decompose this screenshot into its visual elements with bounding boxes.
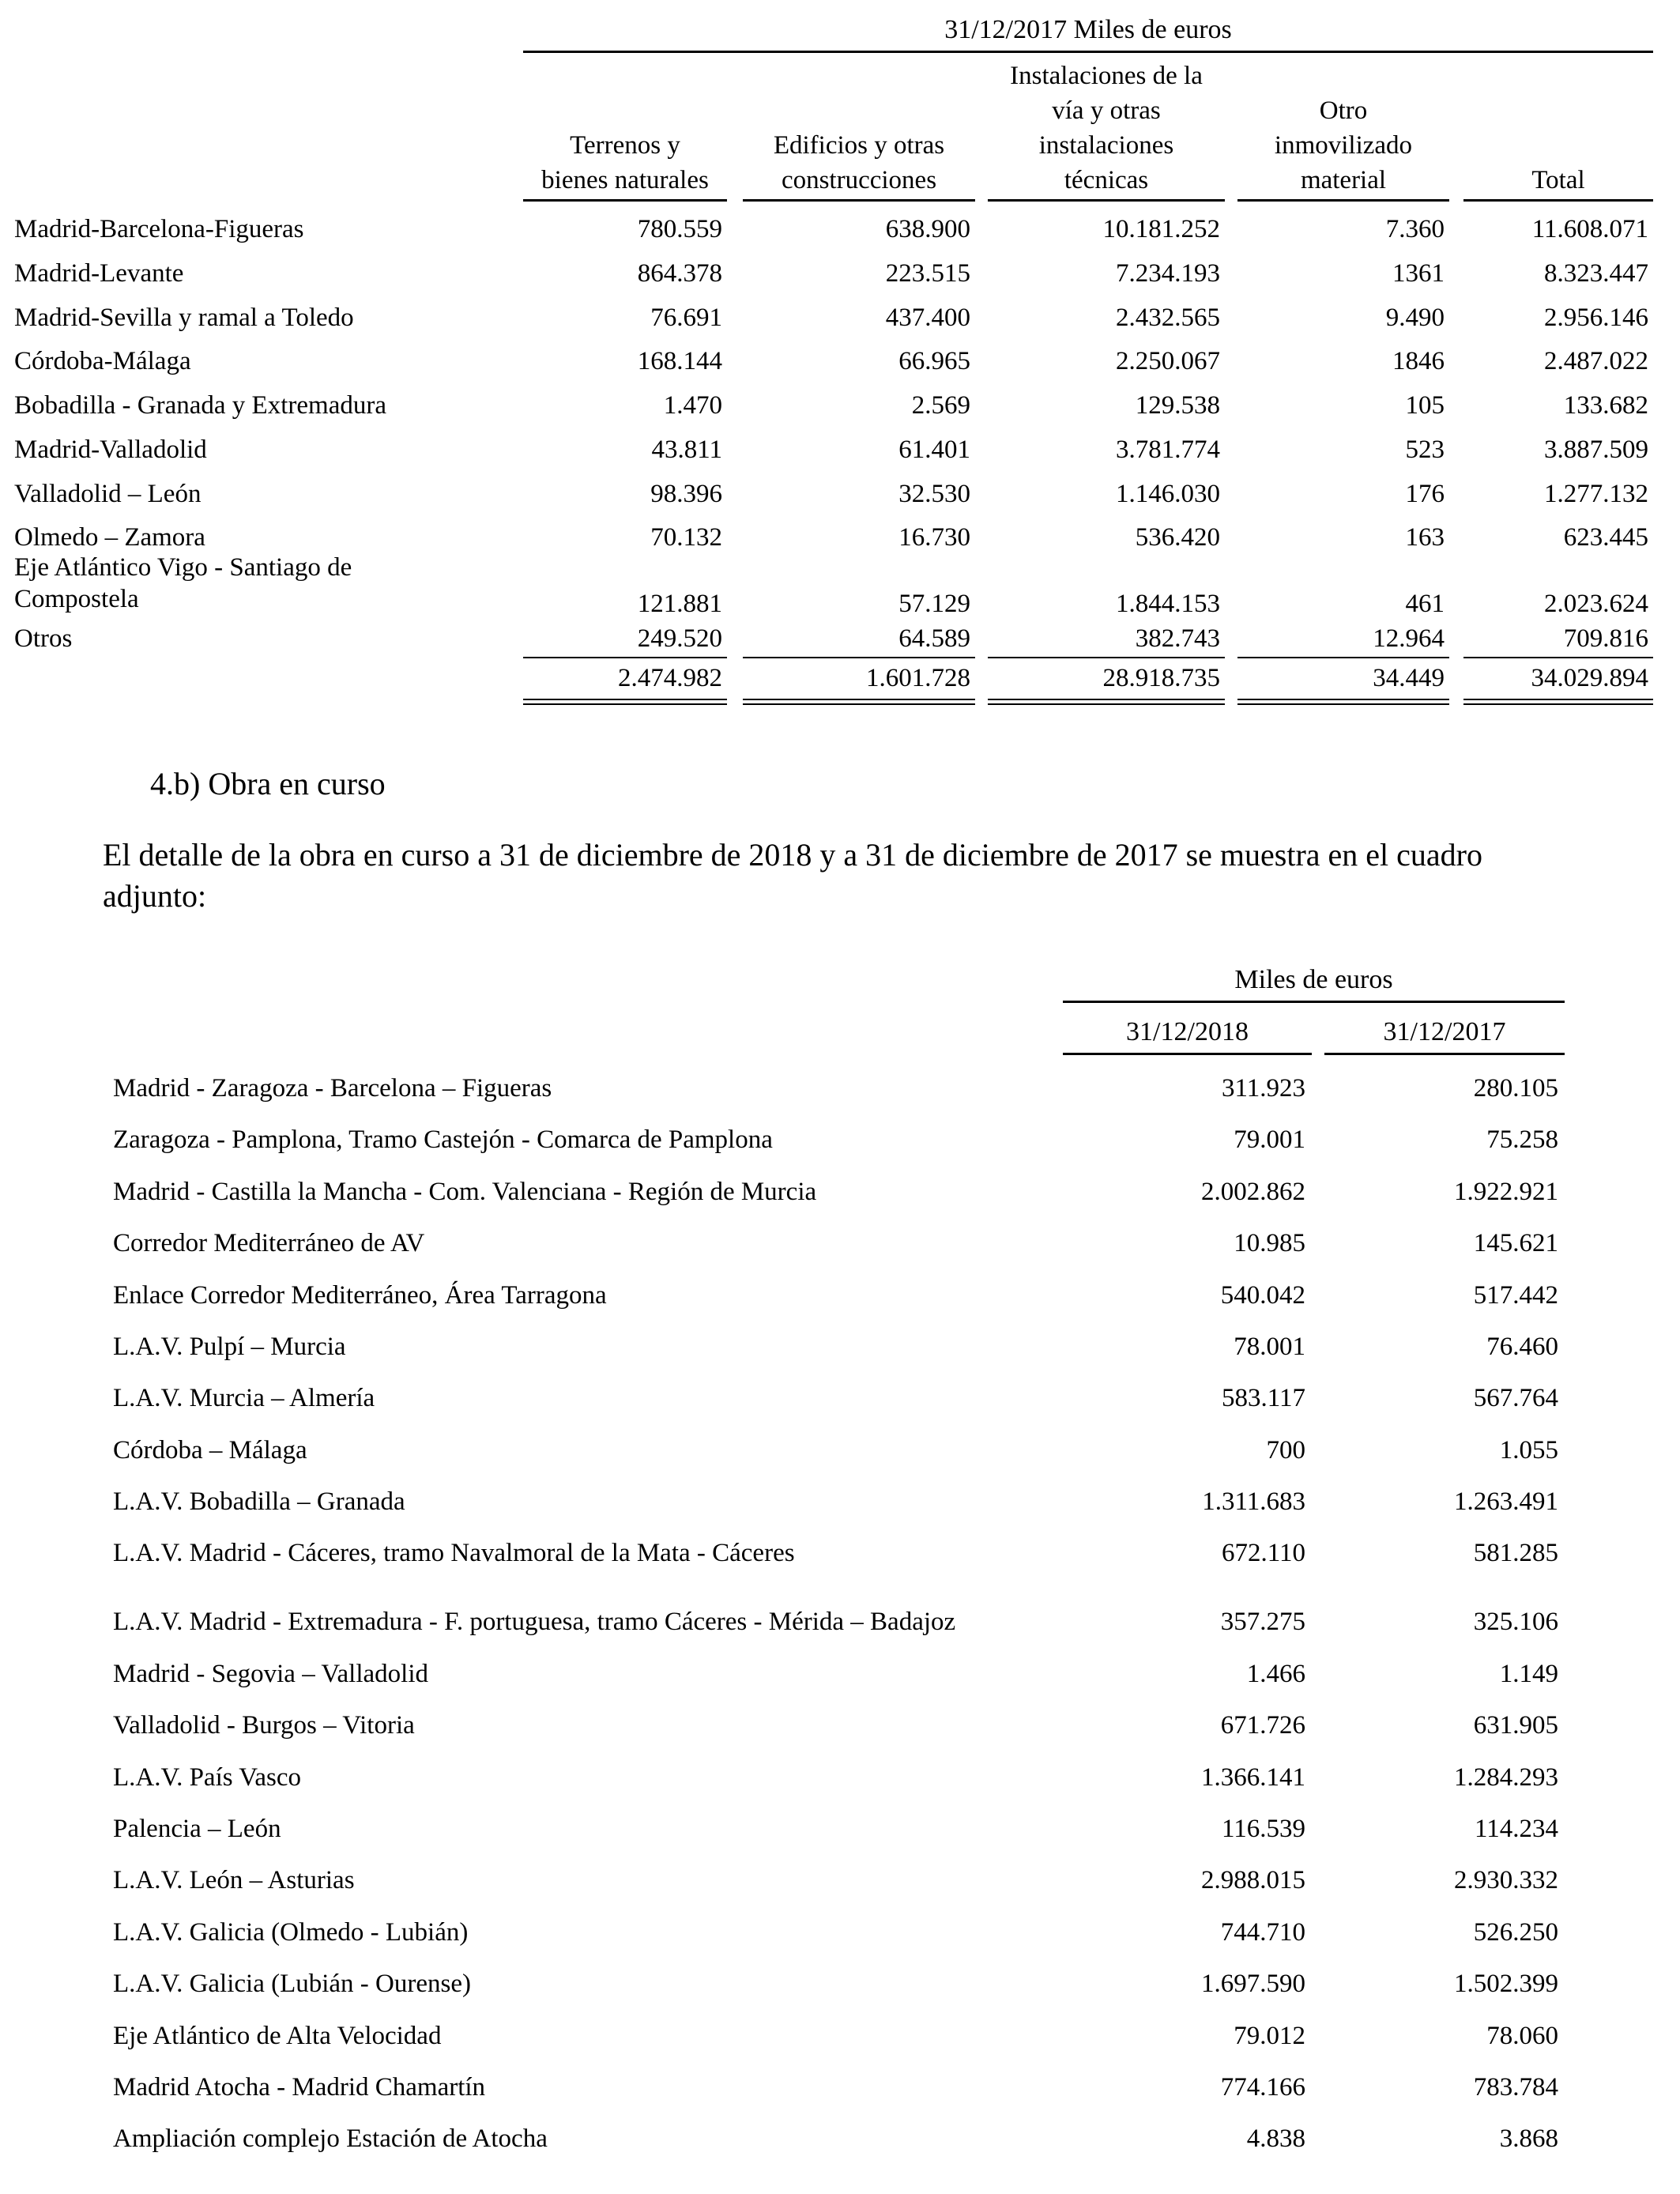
- table2-row: [0, 1759, 1680, 1796]
- table1-cell: 168.144: [637, 347, 722, 375]
- table2-cell: 4.838: [1246, 2124, 1305, 2153]
- table1-row: [0, 256, 1680, 291]
- table2-column-header-rule: [1324, 1053, 1565, 1055]
- table2-row: [0, 1380, 1680, 1416]
- table2-cell: 671.726: [1220, 1711, 1305, 1740]
- table2-cell: 79.012: [1234, 2022, 1305, 2050]
- table1-cell: 1.844.153: [1116, 590, 1220, 618]
- table2-row: [0, 1277, 1680, 1314]
- table1-cell: 133.682: [1563, 391, 1648, 420]
- table2-row: [0, 1432, 1680, 1468]
- table2-cell: 1.055: [1499, 1436, 1558, 1465]
- table1-total-double-rule: [1463, 699, 1653, 705]
- table1-column-5: [1463, 55, 1653, 198]
- table1-cell: 780.559: [637, 215, 722, 243]
- table1-cell: 437.400: [885, 303, 970, 332]
- table1-column-3: [988, 55, 1225, 198]
- table2-row: [0, 1329, 1680, 1365]
- table1-cell: 66.965: [898, 347, 970, 375]
- section-title: 4.b) Obra en curso: [150, 766, 386, 801]
- table1-row-label: Olmedo – Zamora: [14, 523, 205, 552]
- table1-row: [0, 552, 1680, 621]
- table2-row: [0, 1862, 1680, 1898]
- table1-subtotal-rule: [988, 657, 1225, 658]
- table1-total-cell: 34.029.894: [1531, 664, 1648, 692]
- table1-cell: 2.487.022: [1544, 347, 1648, 375]
- table2-cell: 1.284.293: [1454, 1763, 1558, 1792]
- table1-cell: 1846: [1392, 347, 1445, 375]
- table2-row-label: L.A.V. Galicia (Lubián - Ourense): [113, 1970, 471, 1998]
- table2-cell: 672.110: [1221, 1539, 1305, 1567]
- table1-column-header-line: técnicas: [1064, 166, 1149, 194]
- table2-cell: 280.105: [1473, 1074, 1558, 1103]
- table1-column-header: [1237, 93, 1449, 198]
- table1-total-cell: 1.601.728: [866, 664, 970, 692]
- table1-cell: 129.538: [1135, 391, 1220, 420]
- table1-column-header-line: inmovilizado: [1274, 131, 1413, 160]
- table1-cell: 10.181.252: [1102, 215, 1220, 243]
- table1-cell: 2.432.565: [1116, 303, 1220, 332]
- table1-cell: 176: [1405, 480, 1445, 508]
- table1-column-header-line: instalaciones: [1038, 131, 1174, 160]
- table1-row: [0, 477, 1680, 511]
- table1-row-label: Madrid-Valladolid: [14, 435, 207, 464]
- table1-cell: 623.445: [1563, 523, 1648, 552]
- table1-subtotal-rule: [1237, 657, 1449, 658]
- table2-cell: 10.985: [1234, 1229, 1305, 1257]
- table2-column-header: 31/12/2018: [1126, 1017, 1249, 1046]
- table2-cell: 1.366.141: [1201, 1763, 1305, 1792]
- table1-cell: 382.743: [1135, 624, 1220, 653]
- table1-total-cell: 28.918.735: [1102, 664, 1220, 692]
- table1-cell: 11.608.071: [1531, 215, 1648, 243]
- table2-row-label: L.A.V. País Vasco: [113, 1763, 302, 1792]
- table1-cell: 1361: [1392, 259, 1445, 288]
- table2-cell: 540.042: [1220, 1281, 1305, 1310]
- table1-cell: 3.781.774: [1116, 435, 1220, 464]
- table2-row-label: Palencia – León: [113, 1815, 281, 1843]
- table2-row: [0, 1604, 1680, 1640]
- table2-cell: 76.460: [1486, 1333, 1558, 1361]
- table1-column-header: [523, 128, 727, 198]
- table1-cell: 12.964: [1373, 624, 1445, 653]
- table1-row-label: Eje Atlántico Vigo - Santiago de Compostela: [14, 553, 352, 613]
- table2-column-header-rule: [1063, 1053, 1312, 1055]
- table1-cell: 64.589: [898, 624, 970, 653]
- table1-cell: 105: [1405, 391, 1445, 420]
- table1-cell: 2.956.146: [1544, 303, 1648, 332]
- table1-cell: 3.887.509: [1544, 435, 1648, 464]
- table2-row-label: Eje Atlántico de Alta Velocidad: [113, 2022, 442, 2050]
- table1-column-header: [988, 58, 1225, 198]
- table1-column-header-rule: [1463, 199, 1653, 202]
- table1-row-label: Madrid-Sevilla y ramal a Toledo: [14, 303, 354, 332]
- table2-cell: 78.060: [1486, 2022, 1558, 2050]
- table1-column-header-line: Terrenos y: [570, 131, 680, 160]
- table2-row: [0, 1225, 1680, 1261]
- table2-row: [0, 1122, 1680, 1158]
- table2-row-label: Madrid - Segovia – Valladolid: [113, 1660, 428, 1688]
- table2-cell: 581.285: [1473, 1539, 1558, 1567]
- table1-cell: 8.323.447: [1544, 259, 1648, 288]
- table1-row: [0, 388, 1680, 423]
- table2-row: [0, 1966, 1680, 2002]
- table2-cell: 700: [1266, 1436, 1305, 1465]
- table1-cell: 61.401: [898, 435, 970, 464]
- table1-cell: 709.816: [1563, 624, 1648, 653]
- table1-column-header-line: construcciones: [781, 166, 937, 194]
- table1-column-header-rule: [988, 199, 1225, 202]
- table2-cell: 325.106: [1473, 1608, 1558, 1636]
- table2-row: [0, 1914, 1680, 1951]
- table1-row: [0, 621, 1680, 656]
- table2-row: [0, 1656, 1680, 1692]
- table1-cell: 536.420: [1135, 523, 1220, 552]
- table2-row: [0, 1707, 1680, 1744]
- table2-row-label: L.A.V. Madrid - Cáceres, tramo Navalmoral de la Mata - Cáceres: [113, 1539, 795, 1567]
- table1-cell: 43.811: [651, 435, 722, 464]
- table2-cell: 78.001: [1234, 1333, 1305, 1361]
- table1-row: [0, 300, 1680, 335]
- table1-cell: 461: [1405, 590, 1445, 618]
- table2-cell: 75.258: [1486, 1125, 1558, 1154]
- table1-column-header-line: Instalaciones de la: [1010, 62, 1203, 90]
- table2-cell: 357.275: [1220, 1608, 1305, 1636]
- table2-row-label: Corredor Mediterráneo de AV: [113, 1229, 425, 1257]
- table1-row-label: Valladolid – León: [14, 480, 202, 508]
- table2-row: [0, 1070, 1680, 1106]
- table2-cell: 744.710: [1220, 1918, 1305, 1947]
- table1-total-double-rule: [1237, 699, 1449, 705]
- intro-paragraph: El detalle de la obra en curso a 31 de diciembre de 2018 y a 31 de diciembre de 2017 se muestra en el cuadro adjunto:: [103, 837, 1482, 914]
- table2-row: [0, 1483, 1680, 1520]
- table2-cell: 2.002.862: [1201, 1178, 1305, 1206]
- table1-row-label: Córdoba-Málaga: [14, 347, 191, 375]
- table2-cell: 1.697.590: [1201, 1970, 1305, 1998]
- table2-row: [0, 1811, 1680, 1847]
- table1-total-double-rule: [743, 699, 975, 705]
- table2-cell: 3.868: [1499, 2124, 1558, 2153]
- table2-column-header: 31/12/2017: [1383, 1017, 1506, 1046]
- table1-cell: 76.691: [650, 303, 722, 332]
- table1-cell: 638.900: [885, 215, 970, 243]
- table2-cell: 1.263.491: [1454, 1487, 1558, 1516]
- table1-subtotal-rule: [743, 657, 975, 658]
- table1-column-header-line: material: [1300, 166, 1387, 194]
- table2-cell: 116.539: [1221, 1815, 1305, 1843]
- table2-cell: 526.250: [1473, 1918, 1558, 1947]
- table1-cell: 16.730: [898, 523, 970, 552]
- table1-row: [0, 432, 1680, 467]
- table1-column-header: [743, 128, 975, 198]
- table1-cell: 98.396: [650, 480, 722, 508]
- table2-row-label: Valladolid - Burgos – Vitoria: [113, 1711, 415, 1740]
- table2-row: [0, 2120, 1680, 2157]
- table1-total-double-rule: [523, 699, 727, 705]
- table1-cell: 57.129: [898, 590, 970, 618]
- table2-cell: 2.930.332: [1454, 1866, 1558, 1894]
- table1-column-header-rule: [1237, 199, 1449, 202]
- table1-column-header: [1463, 163, 1653, 198]
- table1-cell: 2.569: [911, 391, 970, 420]
- table2-cell: 145.621: [1473, 1229, 1558, 1257]
- table1-row: [0, 344, 1680, 379]
- table2-cell: 114.234: [1474, 1815, 1558, 1843]
- table1-cell: 2.250.067: [1116, 347, 1220, 375]
- table2-row-label: Córdoba – Málaga: [113, 1436, 307, 1465]
- table1-cell: 1.470: [663, 391, 722, 420]
- table2-cell: 79.001: [1234, 1125, 1305, 1154]
- table1-cell: 249.520: [637, 624, 722, 653]
- table2-cell: 1.149: [1499, 1660, 1558, 1688]
- table2-row-label: Madrid Atocha - Madrid Chamartín: [113, 2073, 486, 2102]
- table1-row-label: Otros: [14, 624, 73, 653]
- table1-row-label: Bobadilla - Granada y Extremadura: [14, 391, 386, 420]
- table2-row: [0, 1535, 1680, 1571]
- table1-cell: 223.515: [885, 259, 970, 288]
- table2-cell: 631.905: [1473, 1711, 1558, 1740]
- table2-row: [0, 1174, 1680, 1210]
- table1-column-header-line: Total: [1531, 166, 1585, 194]
- table2-row: [0, 2018, 1680, 2054]
- table1-cell: 2.023.624: [1544, 590, 1648, 618]
- table1-cell: 523: [1405, 435, 1445, 464]
- table1-row-label: Madrid-Barcelona-Figueras: [14, 215, 304, 243]
- table1-column-header-line: vía y otras: [1052, 96, 1161, 125]
- table1-total-double-rule: [988, 699, 1225, 705]
- table1-subtotal-rule: [1463, 657, 1653, 658]
- table2-row-label: L.A.V. Madrid - Extremadura - F. portuguesa, tramo Cáceres - Mérida – Badajoz: [113, 1608, 956, 1636]
- table2-cell: 1.311.683: [1202, 1487, 1305, 1516]
- table1-cell: 163: [1405, 523, 1445, 552]
- table1-column-header-line: Edificios y otras: [773, 131, 945, 160]
- table1-column-2: [743, 55, 975, 198]
- table1-row: [0, 212, 1680, 247]
- table2-cell: 774.166: [1220, 2073, 1305, 2102]
- table2-cell: 783.784: [1473, 2073, 1558, 2102]
- table2-cell: 311.923: [1221, 1074, 1305, 1103]
- table2-row-label: Enlace Corredor Mediterráneo, Área Tarragona: [113, 1281, 607, 1310]
- table1-cell: 1.146.030: [1116, 480, 1220, 508]
- table1-cell: 7.234.193: [1116, 259, 1220, 288]
- table1-column-1: [523, 55, 727, 198]
- table1-cell: 7.360: [1385, 215, 1445, 243]
- table1-column-4: [1237, 55, 1449, 198]
- table2-row-label: L.A.V. Pulpí – Murcia: [113, 1333, 346, 1361]
- table1-subtotal-rule: [523, 657, 727, 658]
- table1-cell: 70.132: [650, 523, 722, 552]
- table1-totals-row: [0, 661, 1680, 696]
- table2-cell: 1.466: [1246, 1660, 1305, 1688]
- table2-cell: 583.117: [1221, 1384, 1305, 1412]
- table1-cell: 121.881: [637, 590, 722, 618]
- table1-column-header-line: Otro: [1319, 96, 1368, 125]
- table2-row-label: L.A.V. Galicia (Olmedo - Lubián): [113, 1918, 469, 1947]
- table1-cell: 9.490: [1385, 303, 1445, 332]
- table2-cell: 517.442: [1473, 1281, 1558, 1310]
- table2-row: [0, 2069, 1680, 2105]
- table1-row-label: Madrid-Levante: [14, 259, 184, 288]
- table2-cell: 567.764: [1473, 1384, 1558, 1412]
- table1-total-cell: 2.474.982: [618, 664, 722, 692]
- table2-super-header: Miles de euros: [1234, 965, 1393, 994]
- table2-row-label: L.A.V. León – Asturias: [113, 1866, 355, 1894]
- table1-cell: 1.277.132: [1544, 480, 1648, 508]
- table2-cell: 2.988.015: [1201, 1866, 1305, 1894]
- table2-super-rule: [1063, 1001, 1565, 1003]
- table2-row-label: Zaragoza - Pamplona, Tramo Castejón - Comarca de Pamplona: [113, 1125, 773, 1154]
- table1-column-header-line: bienes naturales: [541, 166, 709, 194]
- table1-row: [0, 520, 1680, 555]
- table2-row-label: L.A.V. Murcia – Almería: [113, 1384, 375, 1412]
- table1-total-cell: 34.449: [1373, 664, 1445, 692]
- table1-cell: 864.378: [637, 259, 722, 288]
- table1-super-rule: [523, 51, 1653, 53]
- table2-cell: 1.502.399: [1454, 1970, 1558, 1998]
- table1-column-header-rule: [743, 199, 975, 202]
- table2-row-label: Ampliación complejo Estación de Atocha: [113, 2124, 548, 2153]
- table2-cell: 1.922.921: [1454, 1178, 1558, 1206]
- table2-row-label: L.A.V. Bobadilla – Granada: [113, 1487, 405, 1516]
- table1-column-header-rule: [523, 199, 727, 202]
- table1-super-header: 31/12/2017 Miles de euros: [944, 15, 1232, 44]
- table1-cell: 32.530: [898, 480, 970, 508]
- table2-row-label: Madrid - Zaragoza - Barcelona – Figueras: [113, 1074, 552, 1103]
- table2-row-label: Madrid - Castilla la Mancha - Com. Valenciana - Región de Murcia: [113, 1178, 817, 1206]
